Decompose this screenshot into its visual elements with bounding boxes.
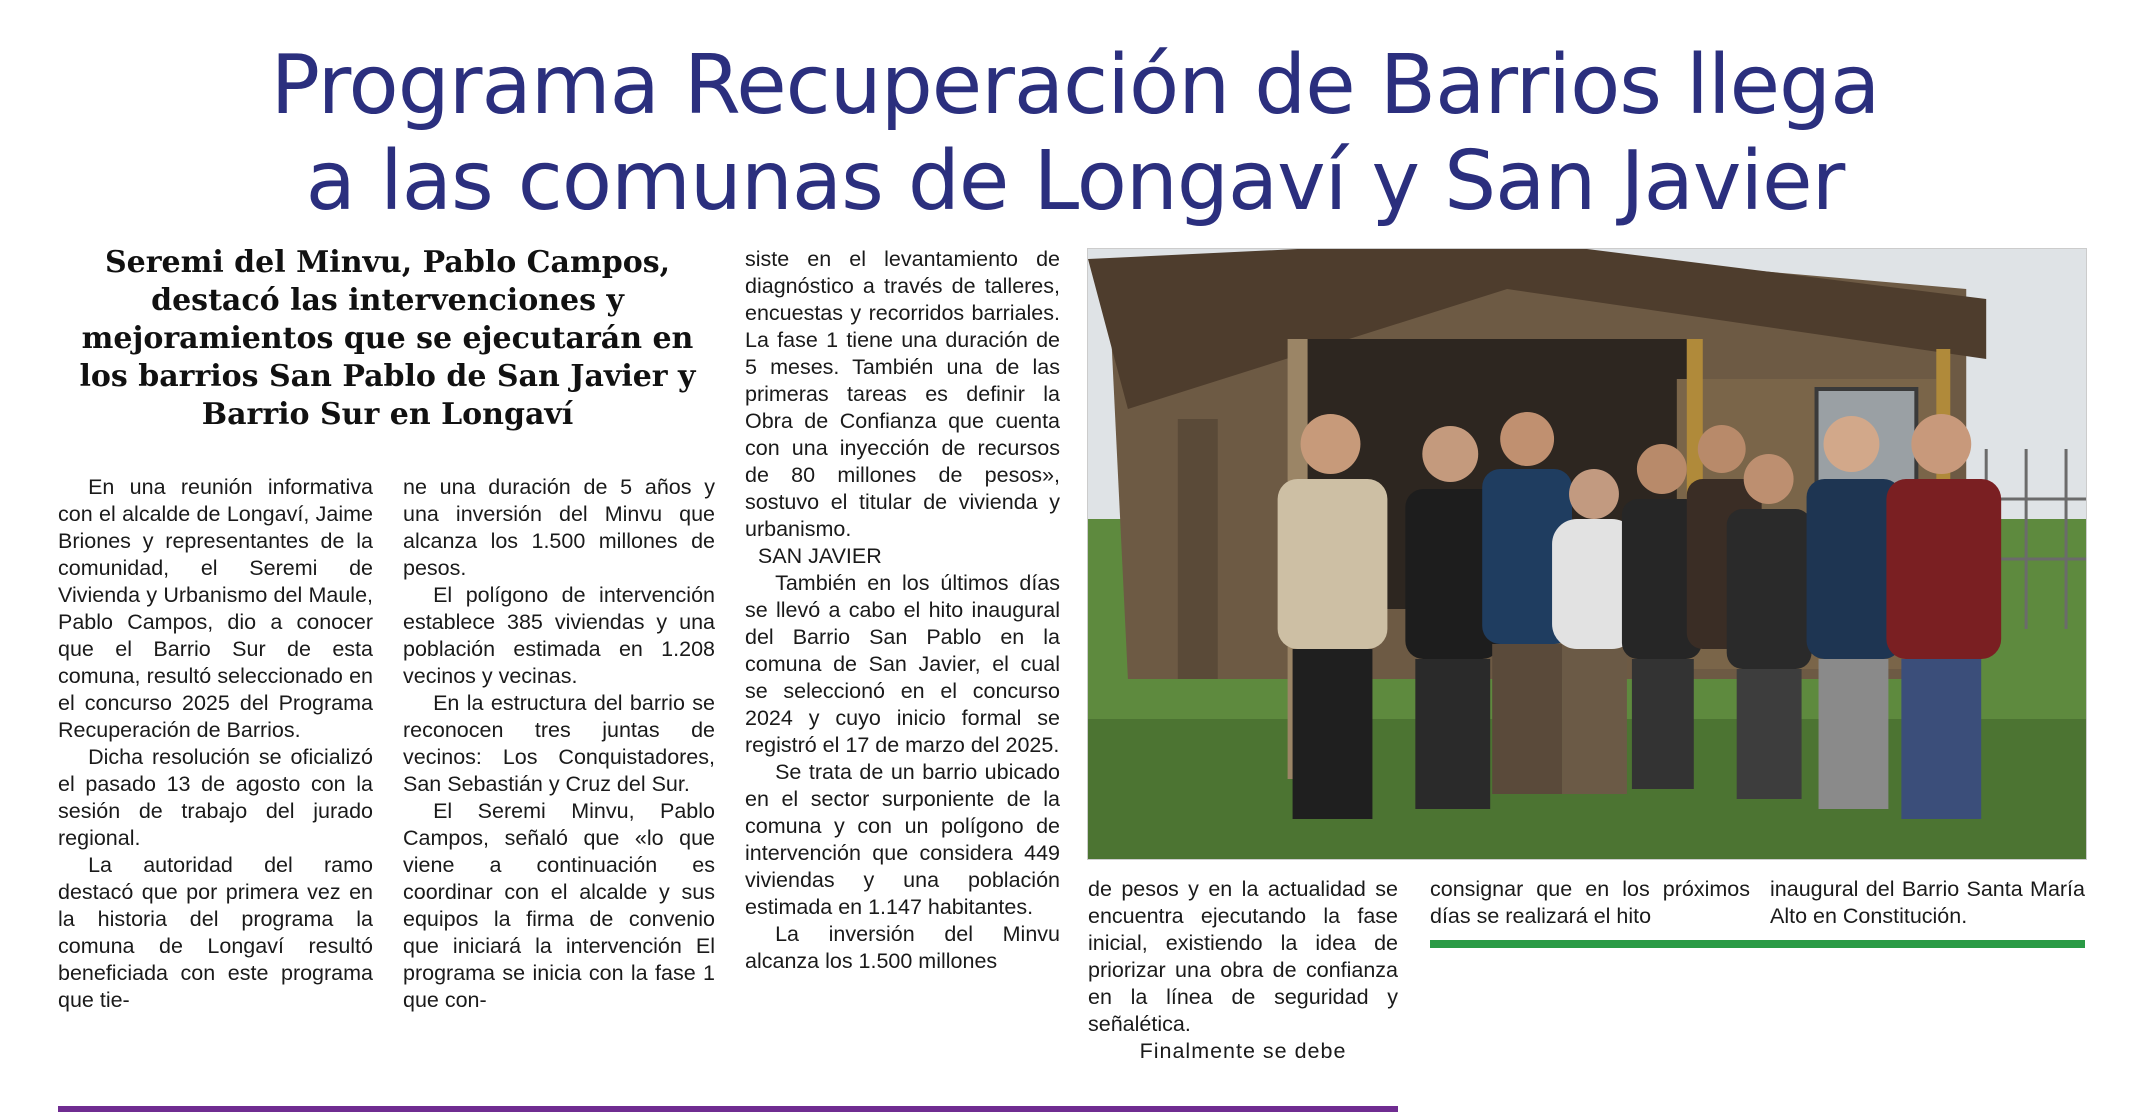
- paragraph: El polígono de intervención establece 385 viviendas y una población estimada en 1.208 vecinos y vecinas.: [403, 583, 715, 688]
- headline-line-1: Programa Recuperación de Barrios llega: [270, 38, 1880, 133]
- paragraph: El Seremi Minvu, Pablo Campos, señaló que «lo que viene a continuación es coordinar con el alcalde y sus equipos la firma de convenio que iniciará la intervención El programa se inicia con la fase 1 que con-: [403, 799, 715, 1012]
- paragraph: Dicha resolución se oficializó el pasado 13 de agosto con la sesión de trabajo del jurado regional.: [58, 745, 373, 850]
- article-column-5: [1430, 876, 1750, 930]
- headline: [160, 38, 1990, 230]
- paragraph: siste en el levantamiento de diagnóstico a través de talleres, encuestas y recorridos barriales. La fase 1 tiene una duración de 5 meses. También una de las primeras tareas es definir la Obra de Confianza que cuenta con una inyección de recursos de 80 millones de pesos», sostuvo el titular de vivienda y urbanismo.: [745, 247, 1060, 541]
- paragraph: La autoridad del ramo destacó que por primera vez en la historia del programa la comuna de Longaví resultó beneficiada con este programa que tie-: [58, 853, 373, 1012]
- paragraph: Finalmente se debe: [1139, 1039, 1347, 1063]
- article-column-1: [58, 474, 373, 1014]
- paragraph: La inversión del Minvu alcanza los 1.500 millones: [745, 922, 1060, 973]
- section-label: SAN JAVIER: [757, 544, 882, 568]
- article-photo: [1087, 248, 2087, 860]
- paragraph: consignar que en los próximos días se realizará el hito: [1430, 877, 1750, 928]
- subheadline: Seremi del Minvu, Pablo Campos, destacó las intervenciones y mejoramientos que se ejecutarán en los barrios San Pablo de San Javier y Barrio Sur en Longaví: [79, 245, 696, 432]
- purple-divider: [58, 1106, 1398, 1112]
- photo-illustration: [1088, 249, 2086, 859]
- article-column-2: [403, 474, 715, 1014]
- headline-line-2: a las comunas de Longaví y San Javier: [305, 134, 1845, 229]
- paragraph: También en los últimos días se llevó a cabo el hito inaugural del Barrio San Pablo en la comuna de San Javier, el cual se seleccionó en el concurso 2024 y cuyo inicio formal se registró el 17 de marzo del 2025.: [745, 571, 1060, 757]
- paragraph: En una reunión informativa con el alcalde de Longaví, Jaime Briones y representantes de la comunidad, el Seremi de Vivienda y Urbanismo del Maule, Pablo Campos, dio a conocer que el Barrio Sur de esta comuna, resultó seleccionado en el concurso 2025 del Programa Recuperación de Barrios.: [58, 475, 373, 742]
- paragraph: de pesos y en la actualidad se encuentra ejecutando la fase inicial, existiendo la idea de priorizar una obra de confianza en la línea de seguridad y señalética.: [1088, 877, 1398, 1036]
- paragraph: ne una duración de 5 años y una inversión del Minvu que alcanza los 1.500 millones de pesos.: [403, 475, 715, 580]
- article-column-3: [745, 246, 1060, 975]
- article-column-6: [1770, 876, 2085, 930]
- green-divider: [1430, 940, 2085, 948]
- paragraph: En la estructura del barrio se reconocen tres juntas de vecinos: Los Conquistadores, San Sebastián y Cruz del Sur.: [403, 691, 715, 796]
- article-column-4: [1088, 876, 1398, 1065]
- paragraph: inaugural del Barrio Santa María Alto en Constitución.: [1770, 877, 2085, 928]
- paragraph: Se trata de un barrio ubicado en el sector surponiente de la comuna y con un polígono de intervención que considera 449 viviendas y una población estimada en 1.147 habitantes.: [745, 760, 1060, 919]
